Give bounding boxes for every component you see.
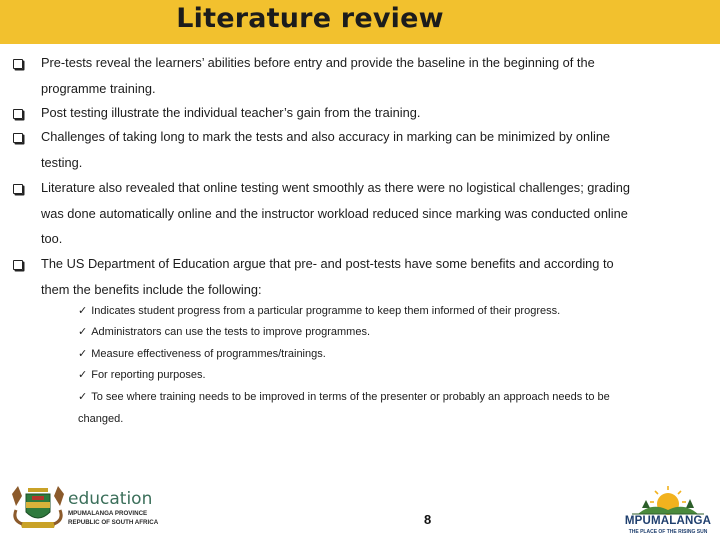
- checklist-text: Indicates student progress from a particular programme to keep them informed of their progress.: [91, 305, 561, 317]
- square-bullet-icon: [13, 260, 23, 270]
- mpumalanga-tagline: THE PLACE OF THE RISING SUN: [628, 529, 708, 535]
- checklist-text: Measure effectiveness of programmes/trainings.: [91, 348, 326, 360]
- checkmark-icon: ✓: [78, 305, 88, 317]
- bullet-text: Literature also revealed that online testing went smoothly as there were no logistical challenges; grading was done automatically online and the instructor workload reduced since marking was conducted online too.: [41, 180, 631, 246]
- mpumalanga-wordmark: MPUMALANGA: [624, 515, 712, 527]
- province-label: MPUMALANGA PROVINCE: [68, 510, 148, 517]
- checklist-text: Administrators can use the tests to improve programmes.: [91, 326, 370, 338]
- page-title: Literature review: [176, 3, 444, 34]
- country-label: REPUBLIC OF SOUTH AFRICA: [68, 519, 159, 526]
- checklist-text: To see where training needs to be improved in terms of the presenter or probably an approach needs to be changed.: [78, 391, 610, 425]
- square-bullet-icon: [13, 133, 23, 143]
- checkmark-icon: ✓: [78, 326, 88, 338]
- checklist-item: [78, 387, 628, 430]
- bullet-text: Pre-tests reveal the learners’ abilities before entry and provide the baseline in the beginning of the programme training.: [41, 55, 595, 96]
- checkmark-icon: ✓: [78, 391, 88, 403]
- checklist-item: [78, 344, 628, 366]
- square-bullet-icon: [13, 59, 23, 69]
- square-bullet-icon: [13, 109, 23, 119]
- checklist-item: [78, 365, 628, 387]
- bullet-text: The US Department of Education argue that pre- and post-tests have some benefits and according to them the benefits include the following:: [41, 256, 614, 297]
- checkmark-icon: ✓: [78, 369, 88, 381]
- education-wordmark: education: [68, 489, 153, 509]
- bullet-text: Post testing illustrate the individual teacher’s gain from the training.: [41, 105, 421, 120]
- checklist-text: For reporting purposes.: [91, 369, 206, 381]
- page-number: 8: [424, 512, 432, 527]
- bullet-text: Challenges of taking long to mark the tests and also accuracy in marking can be minimized by online testing.: [41, 129, 611, 170]
- checklist-item: [78, 301, 628, 323]
- checklist-item: [78, 322, 628, 344]
- square-bullet-icon: [13, 184, 23, 194]
- checkmark-icon: ✓: [78, 348, 88, 360]
